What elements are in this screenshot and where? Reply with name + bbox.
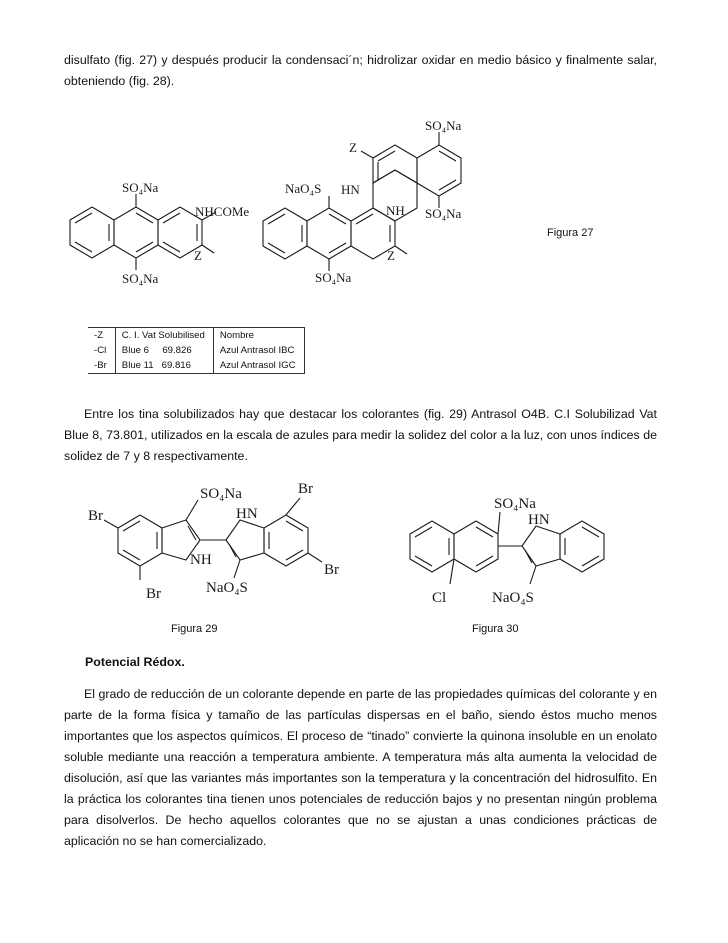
fig27-right-z-bottom: Z (387, 248, 395, 263)
fig30-naO4s: NaO₄S (492, 590, 534, 606)
fig29-br-bottom: Br (146, 586, 161, 602)
fig29-br-top-right: Br (298, 481, 313, 497)
figure30-structure (402, 484, 632, 614)
fig29-hn: HN (236, 506, 258, 522)
intro-paragraph: disulfato (fig. 27) y después producir la condensaci´n; hidrolizar oxidar en medio básico y finalmente salar, obteniendo (fig. 28). (64, 53, 657, 88)
fig30-cl: Cl (432, 590, 447, 606)
figure29-structure (88, 478, 378, 608)
paragraph-antrasol: Entre los tina solubilizados hay que destacar los colorantes (fig. 29) Antrasol O4B. C.I Solubilizad Vat Blue 8, 73.801, utilizados en la escala de azules para medir la solidez del color a la luz, con unos índices de solidez de 7 y 8 respectivamente. (64, 407, 657, 463)
fig27-right-so4na-mid: SO₄Na (425, 206, 462, 221)
table-row (88, 343, 304, 358)
paragraph-redox: El grado de reducción de un colorante depende en parte de las propiedades químicas del colorante y en parte de la forma física y tamaño de las partículas dispersas en el baño, siendo éstos mucho menos importantes que los aspectos químicos. El proceso de “tinado” convierte la quinona insoluble en un enolato soluble mediante una reacción a temperatura ambiente. A temperatura más alta aumenta la velocidad de disolución, así que las variantes más importantes son la temperatura y la concentración del hidrosulfito. En la práctica los colorantes tina tienen unos potenciales de reducción bajos y no presentan ningún problema para disolverlos. De hecho aquellos colorantes que no se ajustan a unas condiciones prácticas de aplicación no se han comercializado. (64, 687, 657, 848)
table-cell: Azul Antrasol IBC (213, 343, 304, 358)
table-header-row (88, 328, 304, 344)
table-header-cell: -Z (88, 328, 115, 344)
table-row (88, 358, 304, 374)
section-heading: Potencial Rédox. (85, 655, 185, 669)
fig27-right-nh: NH (386, 203, 405, 218)
fig27-left-nhcome: NHCOMe (195, 204, 250, 219)
fig27-right-naO4s: NaO₄S (285, 181, 322, 196)
fig29-nh: NH (190, 552, 212, 568)
fig27-left-so4na-bottom: SO₄Na (122, 271, 159, 286)
fig30-hn: HN (528, 512, 550, 528)
fig29-br-right: Br (324, 562, 339, 578)
table-cell: -Br (88, 358, 115, 374)
fig27-left-so4na-top: SO₄Na (122, 180, 159, 195)
table-header-cell: C. I. Vat Solubilised (115, 328, 213, 344)
table-cell: Blue 6 69.826 (115, 343, 213, 358)
fig27-left-z: Z (194, 248, 202, 263)
table-cell: Azul Antrasol IGC (213, 358, 304, 374)
fig27-right-so4na-bottom: SO₄Na (315, 270, 352, 285)
figure27-left-structure (60, 180, 260, 295)
figure27-caption: Figura 27 (547, 227, 594, 239)
fig29-naO4s: NaO₄S (206, 580, 248, 596)
fig29-br-left: Br (88, 508, 103, 524)
fig27-right-hn: HN (341, 182, 360, 197)
fig29-so4na: SO₄Na (200, 486, 242, 502)
figure30-caption: Figura 30 (472, 623, 519, 635)
table-cell: -Cl (88, 343, 115, 358)
fig27-right-so4na-top: SO₄Na (425, 118, 462, 133)
vat-dyes-table (88, 327, 305, 374)
fig27-right-z-top: Z (349, 140, 357, 155)
figure27-right-structure (255, 118, 495, 288)
table-header-cell: Nombre (213, 328, 304, 344)
table-cell: Blue 11 69.816 (115, 358, 213, 374)
figure29-caption: Figura 29 (171, 623, 218, 635)
fig30-so4na: SO₄Na (494, 496, 536, 512)
